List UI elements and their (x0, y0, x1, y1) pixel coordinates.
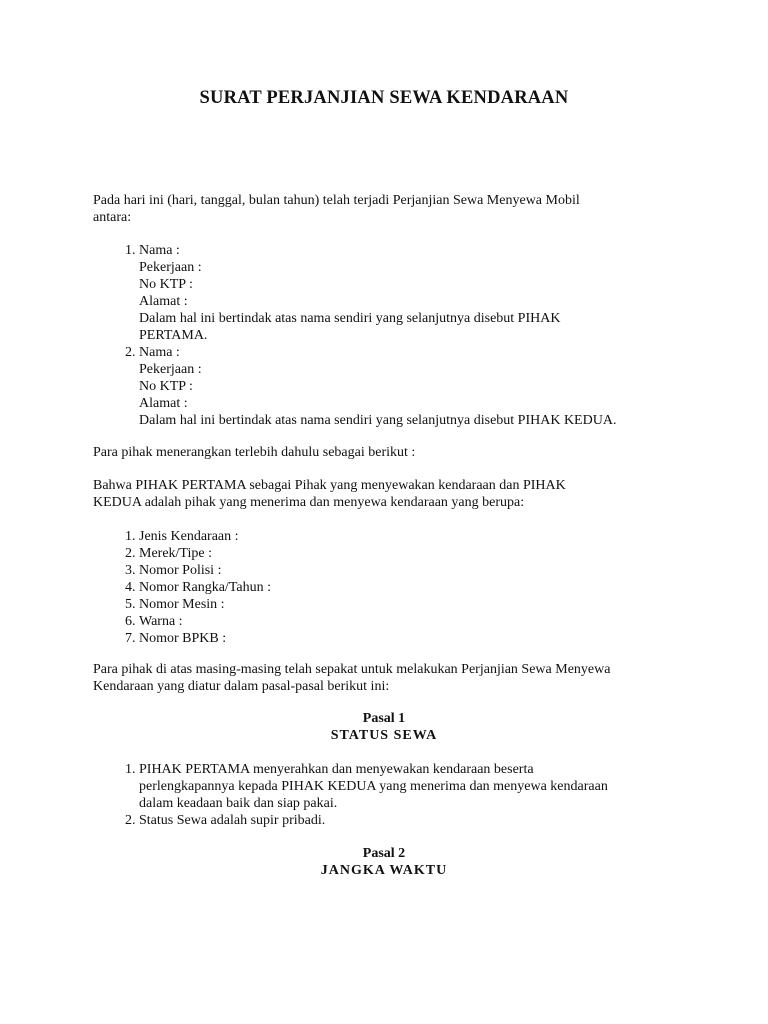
party-1-alamat: Alamat : (139, 294, 188, 309)
bahwa-line-1: Bahwa PIHAK PERTAMA sebagai Pihak yang menyewakan kendaraan dan PIHAK (93, 478, 566, 493)
party-2-pekerjaan: Pekerjaan : (139, 362, 202, 377)
vehicle-item-label: Jenis Kendaraan : (139, 529, 239, 544)
pasal-1-item-1-line-2: perlengkapannya kepada PIHAK KEDUA yang menerima dan menyewa kendaraan (139, 779, 608, 794)
para-pihak-paragraph (93, 444, 683, 461)
pasal-1-label: Pasal 1 (362, 711, 406, 726)
parties-list (93, 242, 699, 429)
vehicle-item (139, 579, 699, 596)
sepakat-line-2: Kendaraan yang diatur dalam pasal-pasal berikut ini: (93, 679, 390, 694)
vehicle-item (139, 528, 699, 545)
vehicle-item-label: Nomor Mesin : (139, 597, 225, 612)
bahwa-line-2: KEDUA adalah pihak yang menerima dan menyewa kendaraan yang berupa: (93, 495, 525, 510)
party-item-2 (139, 344, 699, 429)
vehicle-item (139, 630, 699, 647)
party-2-desc-line-1: Dalam hal ini bertindak atas nama sendiri yang selanjutnya disebut PIHAK KEDUA. (139, 413, 617, 428)
party-2-alamat: Alamat : (139, 396, 188, 411)
pasal-1-item-2 (139, 812, 699, 829)
vehicle-item (139, 596, 699, 613)
vehicle-item (139, 613, 699, 630)
pasal-1-list (93, 761, 699, 829)
vehicle-item-label: Merek/Tipe : (139, 546, 212, 561)
pasal-2-label: Pasal 2 (362, 846, 406, 861)
party-2-nama: 2. Nama : (139, 345, 180, 360)
party-1-desc-line-2: PERTAMA. (139, 328, 208, 343)
pasal-1-item-1-line-1: 1. PIHAK PERTAMA menyerahkan dan menyewakan kendaraan beserta (139, 762, 534, 777)
pasal-1-item-2-line-1: 2. Status Sewa adalah supir pribadi. (139, 813, 326, 828)
intro-line-1: Pada hari ini (hari, tanggal, bulan tahun) telah terjadi Perjanjian Sewa Menyewa Mobil (93, 193, 580, 208)
party-1-pekerjaan: Pekerjaan : (139, 260, 202, 275)
pasal-1-item-1-line-3: dalam keadaan baik dan siap pakai. (139, 796, 338, 811)
pasal-1-heading: STATUS SEWA (330, 728, 438, 743)
party-1-ktp: No KTP : (139, 277, 193, 292)
vehicle-item-label: Nomor Rangka/Tahun : (139, 580, 271, 595)
party-1-nama: 1. Nama : (139, 243, 180, 258)
vehicle-item-label: Warna : (139, 614, 183, 629)
sepakat-line-1: Para pihak di atas masing-masing telah sepakat untuk melakukan Perjanjian Sewa Menyewa (93, 662, 611, 677)
intro-paragraph (93, 192, 683, 226)
para-pihak-line: Para pihak menerangkan terlebih dahulu sebagai berikut : (93, 445, 416, 460)
party-2-ktp: No KTP : (139, 379, 193, 394)
vehicle-item (139, 545, 699, 562)
vehicle-item (139, 562, 699, 579)
bahwa-paragraph (93, 477, 683, 511)
pasal-1-item-1 (139, 761, 699, 812)
vehicle-list (93, 528, 699, 647)
intro-line-2: antara: (93, 210, 132, 225)
document-title: SURAT PERJANJIAN SEWA KENDARAAN (199, 88, 569, 108)
party-1-desc-line-1: Dalam hal ini bertindak atas nama sendiri yang selanjutnya disebut PIHAK (139, 311, 561, 326)
party-item-1 (139, 242, 699, 344)
pasal-2-heading: JANGKA WAKTU (320, 863, 448, 878)
vehicle-item-label: Nomor BPKB : (139, 631, 227, 646)
vehicle-item-label: Nomor Polisi : (139, 563, 222, 578)
sepakat-paragraph (93, 661, 683, 695)
